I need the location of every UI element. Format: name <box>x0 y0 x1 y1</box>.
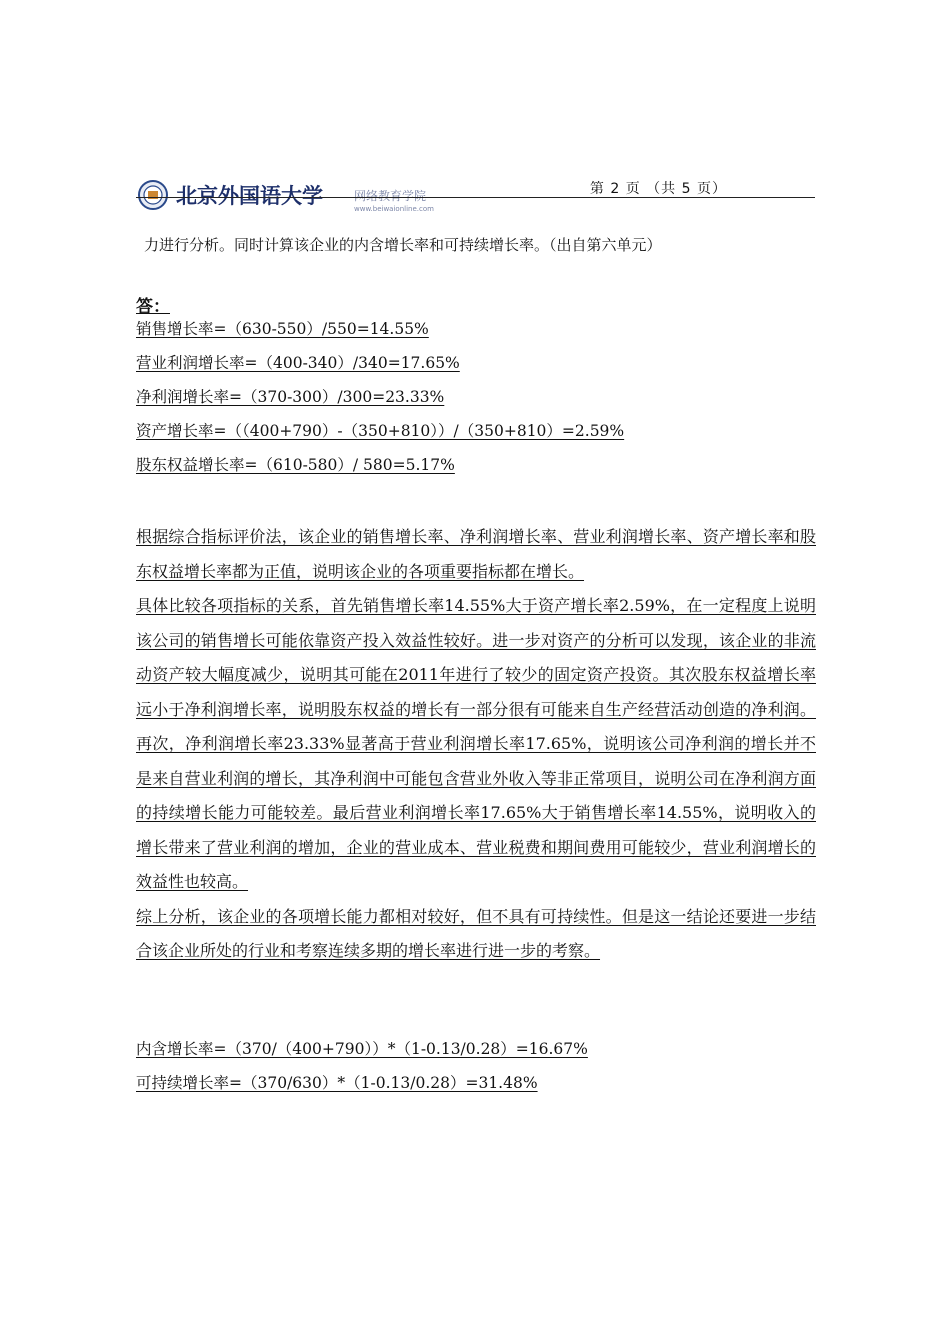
formula-operating-profit-growth: 营业利润增长率=（400-340）/340=17.65% <box>136 354 460 372</box>
answer-label: 答： <box>136 297 170 317</box>
analysis-text <box>136 520 816 969</box>
page-header <box>136 176 815 214</box>
formula-equity-growth: 股东权益增长率=（610-580）/ 580=5.17% <box>136 456 455 474</box>
analysis-paragraph: 具体比较各项指标的关系，首先销售增长率14.55%大于资产增长率2.59%，在一定程度上说明该公司的销售增长可能依靠资产投入效益性较好。进一步对资产的分析可以发现，该企业的非流动资产较大幅度减少，说明其可能在2011年进行了较少的固定资产投资。其次股东权益增长率远小于净利润增长率，说明股东权益的增长有一部分很有可能来自生产经营活动创造的净利润。再次，净利润增长率23.33%显著高于营业利润增长率17.65%，说明该公司净利润的增长并不是来自营业利润的增长，其净利润中可能包含营业外收入等非正常项目，说明公司在净利润方面的持续增长能力可能较差。最后营业利润增长率17.65%大于销售增长率14.55%，说明收入的增长带来了营业利润的增加，企业的营业成本、营业税费和期间费用可能较少，营业利润增长的效益性也较高。 <box>136 596 816 891</box>
page-number: 第 2 页 （共 5 页） <box>589 181 727 197</box>
growth-formulas <box>136 316 624 486</box>
formula-asset-growth: 资产增长率=（（400+790）-（350+810））/（350+810）=2.59% <box>136 422 625 440</box>
question-tail: 力进行分析。同时计算该企业的内含增长率和可持续增长率。（出自第六单元） <box>144 236 662 254</box>
formula-net-profit-growth: 净利润增长率=（370-300）/300=23.33% <box>136 388 445 406</box>
svg-text:网络教育学院: 网络教育学院 <box>354 189 427 203</box>
formula-internal-growth: 内含增长率=（370/（400+790））*（1-0.13/0.28）=16.67% <box>136 1040 588 1058</box>
university-logo <box>136 178 456 212</box>
final-formulas <box>136 1036 588 1104</box>
svg-text:北京外国语大学: 北京外国语大学 <box>176 183 323 208</box>
header-divider <box>136 197 815 198</box>
svg-text:www.beiwaionline.com: www.beiwaionline.com <box>354 205 434 212</box>
analysis-paragraph: 根据综合指标评价法，该企业的销售增长率、净利润增长率、营业利润增长率、资产增长率和股东权益增长率都为正值，说明该企业的各项重要指标都在增长。 <box>136 527 816 581</box>
formula-sustainable-growth: 可持续增长率=（370/630）*（1-0.13/0.28）=31.48% <box>136 1074 538 1092</box>
conclusion-paragraph: 综上分析，该企业的各项增长能力都相对较好，但不具有可持续性。但是这一结论还要进一步结合该企业所处的行业和考察连续多期的增长率进行进一步的考察。 <box>136 906 816 960</box>
formula-sales-growth: 销售增长率=（630-550）/550=14.55% <box>136 320 429 338</box>
